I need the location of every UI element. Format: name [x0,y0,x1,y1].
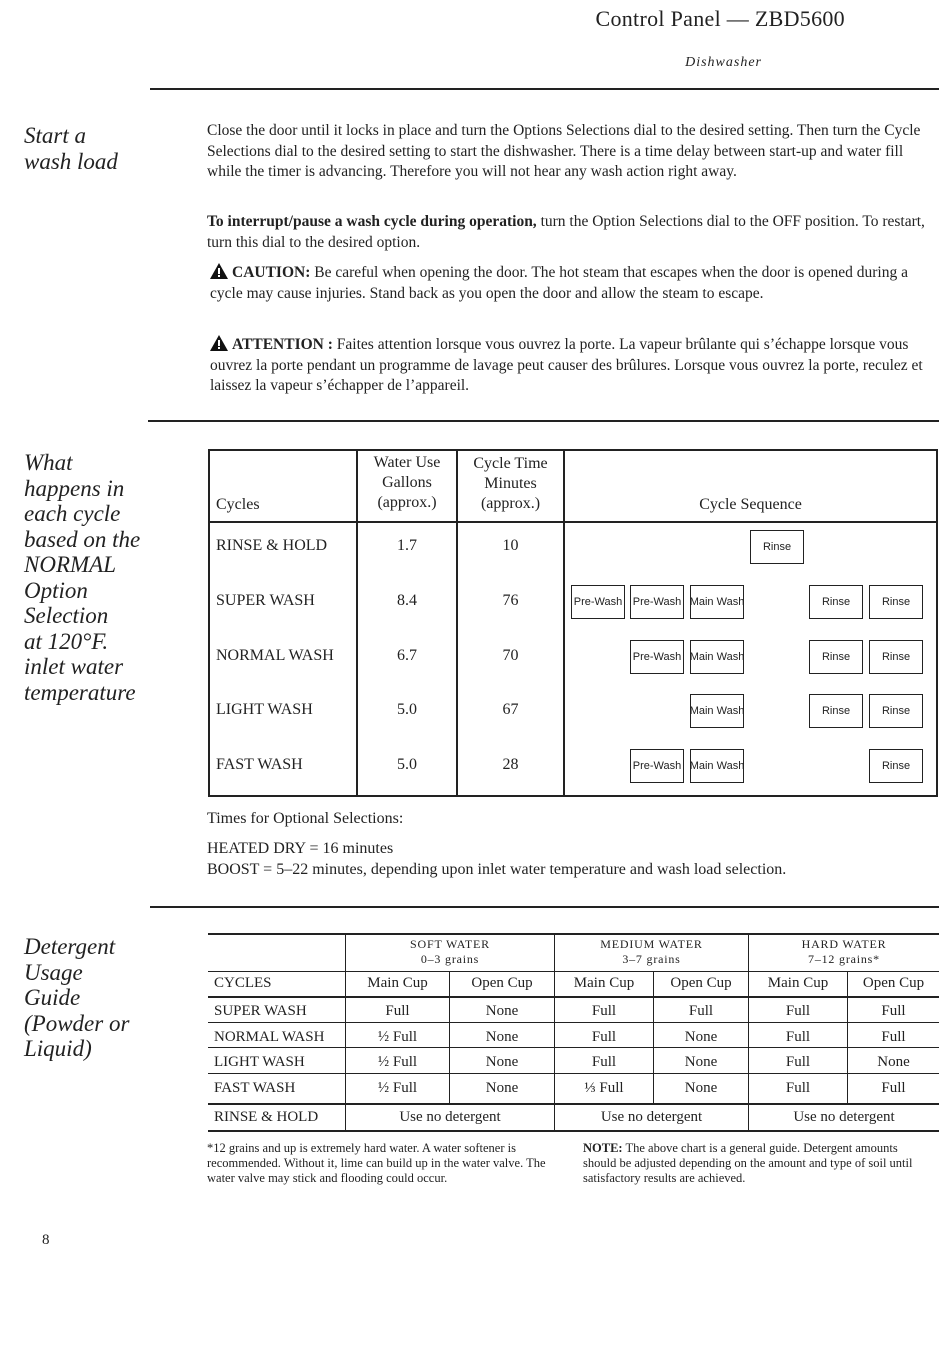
cycle-step-box: Pre-Wash [630,585,684,619]
detergent-amount: Full [385,1003,410,1019]
section-rule [148,420,939,422]
cycle-name: RINSE & HOLD [216,537,328,554]
detergent-amount: Full [785,1054,811,1070]
main-cup-header: Main Cup [767,975,829,991]
cycle-step-box: Rinse [809,640,863,674]
detergent-amount: Full [785,1003,811,1019]
cycle-name: LIGHT WASH [216,701,313,718]
page-subtitle: Dishwasher [685,55,762,70]
cycle-time-value: 10 [502,537,519,554]
table-divider [208,996,939,998]
detergent-amount: None [877,1054,910,1070]
table-divider [208,1130,939,1132]
water-group-name: SOFT WATER [410,937,490,951]
note-block [583,1141,923,1186]
cycle-step-box: Main Wash [690,585,744,619]
detergent-table [208,933,939,1131]
detergent-cycle-name: FAST WASH [214,1080,296,1096]
no-detergent-note: Use no detergent [600,1109,703,1125]
detergent-amount: ½ Full [377,1054,418,1070]
water-use-value: 8.4 [397,592,417,609]
cycles-col-header: CYCLES [214,975,272,991]
detergent-cycle-name: LIGHT WASH [214,1054,305,1070]
caution-label: CAUTION: [232,264,311,281]
boost-line: BOOST = 5–22 minutes, depending upon inlet water temperature and wash load selection. [207,861,787,878]
open-cup-header: Open Cup [471,975,533,991]
detergent-amount: Full [785,1080,811,1096]
footnote-hard-water: *12 grains and up is extremely hard water. A water softener is recommended. Without it, lime can build up in the water valve. The water valve may stick and flooding could occur. [207,1141,546,1185]
table-divider [208,1047,939,1048]
detergent-amount: ½ Full [377,1080,418,1096]
cycle-name: FAST WASH [216,756,303,773]
start-wash-paragraph: Close the door until it locks in place and turn the Options Selections dial to the desired setting. Then turn the Cycle Selections dial to the desired setting to start the dishwasher. There is a time delay between start-up and water fill while the timer is advancing. Therefore you will not hear any wash action right away. [207,122,921,180]
water-use-value: 5.0 [397,756,417,773]
cycle-step-box: Main Wash [690,694,744,728]
detergent-amount: ⅓ Full [584,1080,624,1096]
interrupt-paragraph [207,212,932,253]
cycle-step-box: Rinse [869,694,923,728]
table-divider [208,1103,939,1105]
water-group-range: 3–7 grains [622,952,681,966]
detergent-amount: None [684,1029,718,1045]
main-cup-header: Main Cup [573,975,635,991]
table-divider [208,971,939,972]
section-heading-detergent: Detergent Usage Guide (Powder or Liquid) [24,934,130,1061]
detergent-amount: Full [591,1003,617,1019]
cycle-name: NORMAL WASH [216,647,334,664]
attention-block [210,335,932,397]
table-divider [208,1073,939,1074]
detergent-amount: Full [785,1029,811,1045]
optional-title: Times for Optional Selections: [207,810,404,827]
detergent-amount: None [684,1054,718,1070]
water-group-name: MEDIUM WATER [600,937,703,951]
col-header-cycles: Cycles [216,496,260,513]
section-rule [150,906,939,908]
detergent-amount: None [485,1080,519,1096]
col-header-time: Cycle Time Minutes (approx.) [473,455,548,512]
water-use-value: 1.7 [397,537,417,554]
cycle-step-box: Rinse [869,585,923,619]
detergent-cycle-name: SUPER WASH [214,1003,307,1019]
warning-icon [210,335,228,351]
water-group-name: HARD WATER [801,937,887,951]
no-detergent-note: Use no detergent [399,1109,501,1125]
interrupt-text: turn the Option Selections dial to the OFF position. To restart, turn this dial to the desired option. [207,213,925,251]
rinse-hold-name: RINSE & HOLD [214,1109,319,1125]
cycle-step-box: Main Wash [690,749,744,783]
attention-text: Faites attention lorsque vous ouvrez la porte. La vapeur brûlante qui s’échappe lorsque vous ouvrez la porte pendant un programme de lavage peut causer des brûlures. Lorsque vous ouvrez la porte, reculez et laissez la vapeur s’échapper de l’appareil. [210,336,923,394]
warning-icon [210,263,228,279]
detergent-amount: Full [881,1003,906,1019]
note-text: The above chart is a general guide. Detergent amounts should be adjusted depending on the amount and type of soil until satisfactory results are achieved. [583,1141,913,1185]
detergent-amount: Full [688,1003,714,1019]
caution-block [210,263,932,304]
cycle-step-box: Pre-Wash [571,585,625,619]
cycle-time-value: 70 [502,647,519,664]
cycle-step-box: Pre-Wash [630,749,684,783]
detergent-amount: Full [881,1080,906,1096]
interrupt-bold: To interrupt/pause a wash cycle during operation, [207,213,537,230]
section-heading-cycles: What happens in each cycle based on the NORMAL Option Selection at 120°F. inlet water temperature [24,450,141,705]
detergent-amount: None [485,1054,519,1070]
cycle-step-box: Rinse [809,585,863,619]
main-cup-header: Main Cup [367,975,428,991]
no-detergent-note: Use no detergent [793,1109,895,1125]
cycle-step-box: Pre-Wash [630,640,684,674]
col-header-water: Water Use Gallons (approx.) [373,454,441,511]
heated-dry-line: HEATED DRY = 16 minutes [207,840,394,857]
page-title: Control Panel — ZBD5600 [595,6,845,31]
cycle-step-box: Rinse [869,749,923,783]
detergent-amount: None [684,1080,718,1096]
cycle-step-box: Rinse [869,640,923,674]
cycle-step-box: Rinse [809,694,863,728]
table-divider [208,1022,939,1023]
open-cup-header: Open Cup [862,975,925,991]
caution-text: Be careful when opening the door. The hot steam that escapes when the door is opened during a cycle may cause injuries. Stand back as you open the door and allow the steam to escape. [210,264,908,302]
table-divider [208,933,939,935]
attention-label: ATTENTION : [232,336,333,353]
detergent-amount: None [485,1003,519,1019]
cycle-time-value: 67 [502,701,519,718]
cycle-step-box: Rinse [750,530,804,564]
detergent-amount: Full [591,1029,617,1045]
cycle-step-box: Main Wash [690,640,744,674]
water-use-value: 5.0 [397,701,417,718]
detergent-amount: None [485,1029,519,1045]
section-heading-start-wash: Start a wash load [24,123,118,174]
page-number: 8 [42,1232,50,1248]
detergent-amount: Full [591,1054,617,1070]
open-cup-header: Open Cup [670,975,732,991]
cycle-time-value: 76 [502,592,519,609]
cycle-name: SUPER WASH [216,592,315,609]
water-use-value: 6.7 [397,647,417,664]
note-label: NOTE: [583,1141,623,1155]
detergent-amount: ½ Full [377,1029,418,1045]
cycle-table [208,449,938,797]
water-group-range: 0–3 grains [420,952,480,966]
water-group-range: 7–12 grains* [808,952,880,966]
detergent-cycle-name: NORMAL WASH [214,1029,325,1045]
col-header-sequence: Cycle Sequence [699,496,802,513]
header-rule [150,88,939,90]
cycle-time-value: 28 [502,756,519,773]
detergent-amount: Full [881,1029,906,1045]
table-divider [210,521,936,523]
